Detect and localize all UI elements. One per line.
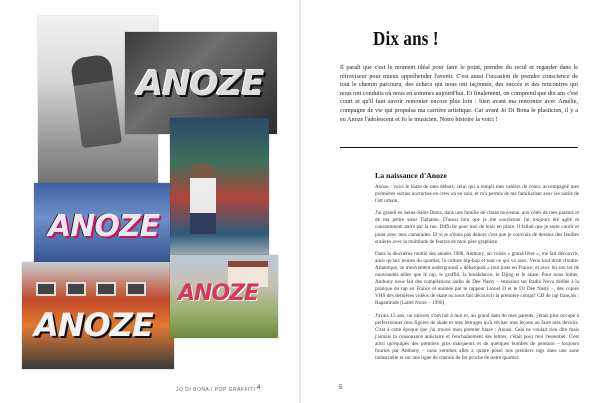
section-title: La naissance d'Anoze <box>375 171 447 180</box>
skater-figure <box>70 54 122 149</box>
train-window <box>66 282 86 296</box>
teen-figure <box>190 164 216 234</box>
divider <box>340 147 578 148</box>
section-body <box>375 184 579 367</box>
book-gutter <box>299 0 301 403</box>
graffiti-tag: ANOZE <box>48 209 160 244</box>
train-window <box>96 282 116 296</box>
paragraph: Anoze : voici le blaze de mes débuts, celui qui a rempli mes cahiers de cours, accompagné mes premières sorties nocturnes en crew ou en solo, et m'a permis de me familiariser avec les outils de l'art urbain. <box>375 184 579 205</box>
chapter-title: Dix ans ! <box>373 28 439 50</box>
photo-teen-portrait <box>170 118 269 263</box>
photo-graffiti-train <box>22 262 174 369</box>
graffiti-tag: ANOZE <box>34 306 153 344</box>
paragraph: Dans la deuxième moitié des années 1980, Anthony, un voisin « grand frère », me fait découvrir, ainsi qu'aux jeunes du quartier, la culture hip-hop et tout ce qui va avec. Venu tout droit d'outre-Atlantique, ce mouvement underground « débarquait » tout juste en France, et avec lui son lot de nouveautés telles que le rap, le graffiti, la breakdance, le Djing et le skate. Pour nous initier, Anthony nous fait des compilations audio de Dee Nasty – émission sur Radio Nova dédiée à la pratique du rap en France et animée par le rappeur Lionel D et le DJ Dee Nasty –, des copies VHS des dernières vidéos de skate ou nous fait découvrir la première compil' CD de rap français : Rapattitude (Label Noire – 1990). <box>375 250 579 307</box>
paragraph: J'avais 13 ans, un univers s'ouvrait à moi et, au grand dam de mes parents, j'étais plus occupé à perfectionner mes figures de skate et mes lettrages qu'à réviser mes leçons ou faire mes devoirs. C'est à cette époque que j'ai trouvé mon premier blaze : Anoze. Cela ne voulait rien dire mais j'aimais la consonance anticlaire et l'enchaînement des lettres, c'était pour moi l'essentiel. C'est ainsi qu'équipés des premiers gros marqueurs et de quelques bombes de peinture – toujours fournis par Anthony – nous sommes allés à quatre poser nos premiers tags dans une zone industrielle et sur une ligne de chemin de fer proche de notre quartier. <box>375 312 579 362</box>
paragraph: J'ai grandi en Seine-Saint-Denis, dans une famille de classe moyenne, aux côtés de mes parents et de ma petite sœur Tiphaine. D'aussi loin que je me souvienne j'ai toujours été agité et constamment attiré par la rue. Difficile pour moi de tenir en place, il fallait que je sorte courir et jouer avec mes camarades. Et si je n'étais pas dehors c'est que je couvrais de dessins des feuilles entières avec la multitude de feutres de mon père graphiste. <box>375 210 579 245</box>
train-window <box>36 282 56 296</box>
graffiti-tag: ANOZE <box>178 281 259 306</box>
page-number-right: 5 <box>339 385 343 391</box>
photo-graffiti-blue-wall <box>34 183 170 270</box>
page-number-left: 4 <box>257 385 261 391</box>
running-footer: JO DI BONA / POP GRAFFITI <box>176 387 256 393</box>
graffiti-tag: ANOZE <box>137 64 264 104</box>
chapter-intro: Il paraît que c'est le moment idéal pour faire le point, prendre du recul et regarder dans le rétroviseur pour mieux appréhender l'avenir. C'est aussi l'occasion de prendre conscience de tout le chemin parcouru, des échecs qui nous ont façonnés, des succès et des rencontres qui nous ont conduits où nous en sommes aujourd'hui. Et finalement, on comprend que dix ans c'est court et qu'il faut savoir remonter encore plus loin : bien avant ma rencontre avec Amélie, compagne de vie qui propulsa ma carrière artistique. Car avant Jo Di Bona le plasticien, il y a eu Anoze l'adolescent et Jo le musicien. Notre histoire la voici ! <box>340 64 578 123</box>
photo-graffiti-field <box>170 255 278 338</box>
train-window <box>126 282 146 296</box>
